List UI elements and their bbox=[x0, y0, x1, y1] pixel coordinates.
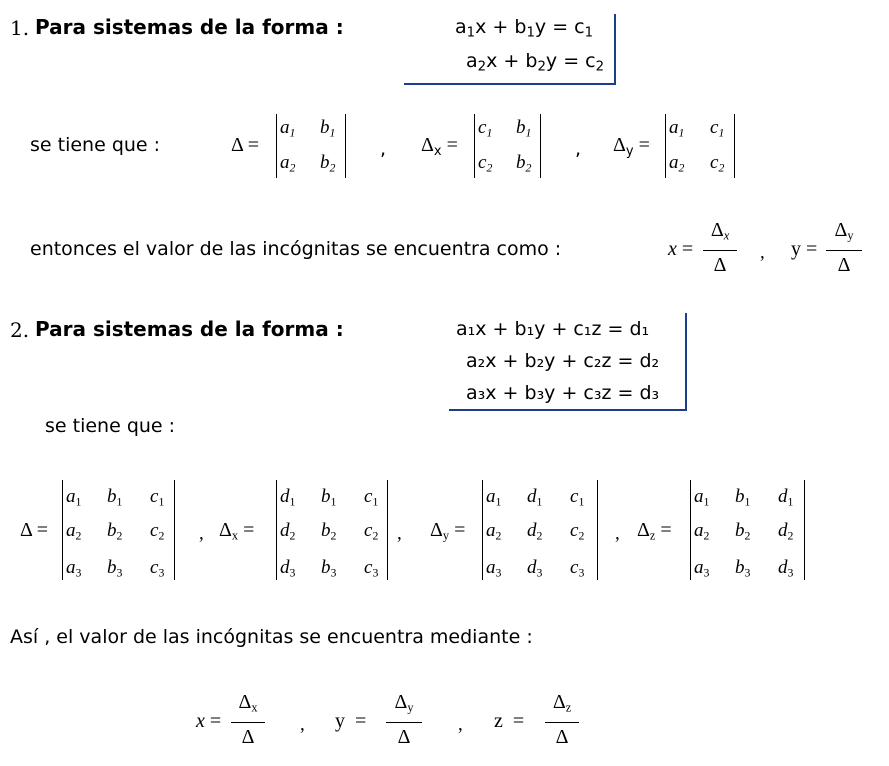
det-cell: b2 bbox=[321, 520, 337, 543]
det-left-bar bbox=[482, 480, 483, 580]
det1-cell: b2 bbox=[320, 152, 336, 175]
section2-x-var: x = bbox=[196, 710, 222, 732]
det-right-bar bbox=[804, 480, 805, 580]
det-cell: b3 bbox=[735, 557, 751, 580]
det1-right-bar bbox=[345, 114, 346, 178]
section1-y-var: y = bbox=[791, 238, 818, 260]
det-cell: d1 bbox=[527, 486, 543, 509]
system1-box-right bbox=[614, 14, 616, 84]
section1-se-tiene-que: se tiene que : bbox=[30, 134, 161, 156]
det-left-bar bbox=[276, 480, 277, 580]
det-cell: d2 bbox=[280, 520, 296, 543]
section2-delta-y-symbol: Δy = bbox=[430, 519, 466, 543]
det3-cell: a1 bbox=[669, 117, 685, 140]
section2-equation-3: a₃x + b₃y + c₃z = d₃ bbox=[466, 382, 660, 404]
section2-y-var: y = bbox=[335, 710, 367, 732]
det-cell: b1 bbox=[735, 486, 751, 509]
det-cell: c2 bbox=[364, 520, 379, 543]
section2-delta-symbol: Δ = bbox=[20, 519, 49, 541]
det-cell: d3 bbox=[778, 557, 794, 580]
comma: , bbox=[458, 714, 463, 735]
det-cell: b1 bbox=[107, 486, 123, 509]
det-cell: b2 bbox=[107, 520, 123, 543]
section2-equation-1: a₁x + b₁y + c₁z = d₁ bbox=[456, 318, 650, 340]
section2-fraction-x: Δx Δ bbox=[231, 690, 265, 749]
det-right-bar bbox=[174, 480, 175, 580]
det-cell: a1 bbox=[694, 486, 710, 509]
det-cell: b3 bbox=[321, 557, 337, 580]
det3-right-bar bbox=[734, 114, 735, 178]
section2-fraction-y: Δy Δ bbox=[386, 690, 422, 749]
section2-heading: Para sistemas de la forma : bbox=[35, 317, 344, 341]
comma: , bbox=[380, 138, 387, 160]
det2-right-bar bbox=[540, 114, 541, 178]
det3-left-bar bbox=[665, 114, 666, 178]
det-right-bar bbox=[597, 480, 598, 580]
det-cell: c3 bbox=[570, 557, 585, 580]
system2-box-right bbox=[685, 313, 687, 410]
section2-delta-z-symbol: Δz = bbox=[637, 519, 672, 543]
det3-cell: c2 bbox=[710, 152, 725, 175]
det-cell: a1 bbox=[486, 486, 502, 509]
det-cell: a2 bbox=[66, 520, 82, 543]
section1-delta-symbol: Δ = bbox=[231, 134, 260, 156]
section2-fraction-z: Δz Δ bbox=[545, 690, 579, 749]
det-cell: c2 bbox=[150, 520, 165, 543]
det3-cell: c1 bbox=[710, 117, 725, 140]
det1-cell: b1 bbox=[320, 117, 336, 140]
det-cell: c1 bbox=[364, 486, 379, 509]
det3-cell: a2 bbox=[669, 152, 685, 175]
det-left-bar bbox=[62, 480, 63, 580]
section1-entonces: entonces el valor de las incógnitas se encuentra como : bbox=[30, 238, 562, 260]
comma: , bbox=[760, 242, 765, 263]
section1-equation-1: $a_1x + b_1y = c_1$ bbox=[455, 16, 594, 41]
system1-box-bottom bbox=[404, 83, 616, 85]
section2-equation-2: a₂x + b₂y + c₂z = d₂ bbox=[466, 350, 660, 372]
det-cell: a2 bbox=[694, 520, 710, 543]
det2-cell: b2 bbox=[516, 152, 532, 175]
section2-asi: Así , el valor de las incógnitas se encuentra mediante : bbox=[10, 626, 533, 648]
det-cell: a1 bbox=[66, 486, 82, 509]
det-cell: c1 bbox=[150, 486, 165, 509]
det-cell: c2 bbox=[570, 520, 585, 543]
section1-x-var: x = bbox=[668, 238, 694, 260]
det2-left-bar bbox=[474, 114, 475, 178]
section2-delta-x-symbol: Δx = bbox=[219, 519, 255, 543]
section1-delta-x-symbol: Δx = bbox=[421, 134, 458, 159]
det2-cell: c2 bbox=[478, 152, 493, 175]
det-cell: b1 bbox=[321, 486, 337, 509]
system2-box-bottom bbox=[449, 409, 687, 411]
section1-fraction-x: Δx Δ bbox=[703, 218, 737, 277]
det-cell: d3 bbox=[280, 557, 296, 580]
det-cell: a3 bbox=[66, 557, 82, 580]
det-cell: d1 bbox=[778, 486, 794, 509]
det-cell: c3 bbox=[150, 557, 165, 580]
det-cell: c1 bbox=[570, 486, 585, 509]
section2-number: 2. bbox=[10, 318, 30, 342]
comma: , bbox=[300, 714, 305, 735]
det-cell: d3 bbox=[527, 557, 543, 580]
section1-delta-y-symbol: Δy = bbox=[613, 134, 650, 159]
det1-left-bar bbox=[276, 114, 277, 178]
comma: , bbox=[199, 523, 204, 544]
det1-cell: a2 bbox=[280, 152, 296, 175]
det-left-bar bbox=[690, 480, 691, 580]
det-cell: a2 bbox=[486, 520, 502, 543]
comma: , bbox=[397, 523, 402, 544]
section1-equation-2: $a_2x + b_2y = c_2$ bbox=[466, 50, 605, 75]
comma: , bbox=[615, 523, 620, 544]
section2-z-var: z = bbox=[494, 710, 525, 732]
det2-cell: c1 bbox=[478, 117, 493, 140]
det-cell: d2 bbox=[527, 520, 543, 543]
det-cell: a3 bbox=[694, 557, 710, 580]
comma: , bbox=[575, 138, 582, 160]
det-cell: b2 bbox=[735, 520, 751, 543]
det2-cell: b1 bbox=[516, 117, 532, 140]
section1-heading: Para sistemas de la forma : bbox=[35, 15, 344, 39]
section2-se-tiene-que: se tiene que : bbox=[45, 415, 176, 437]
section1-number: 1. bbox=[10, 16, 30, 40]
det-cell: c3 bbox=[364, 557, 379, 580]
det-cell: d1 bbox=[280, 486, 296, 509]
det-cell: a3 bbox=[486, 557, 502, 580]
det-cell: b3 bbox=[107, 557, 123, 580]
det-cell: d2 bbox=[778, 520, 794, 543]
section1-fraction-y: Δy Δ bbox=[826, 218, 862, 277]
det-right-bar bbox=[387, 480, 388, 580]
det1-cell: a1 bbox=[280, 117, 296, 140]
